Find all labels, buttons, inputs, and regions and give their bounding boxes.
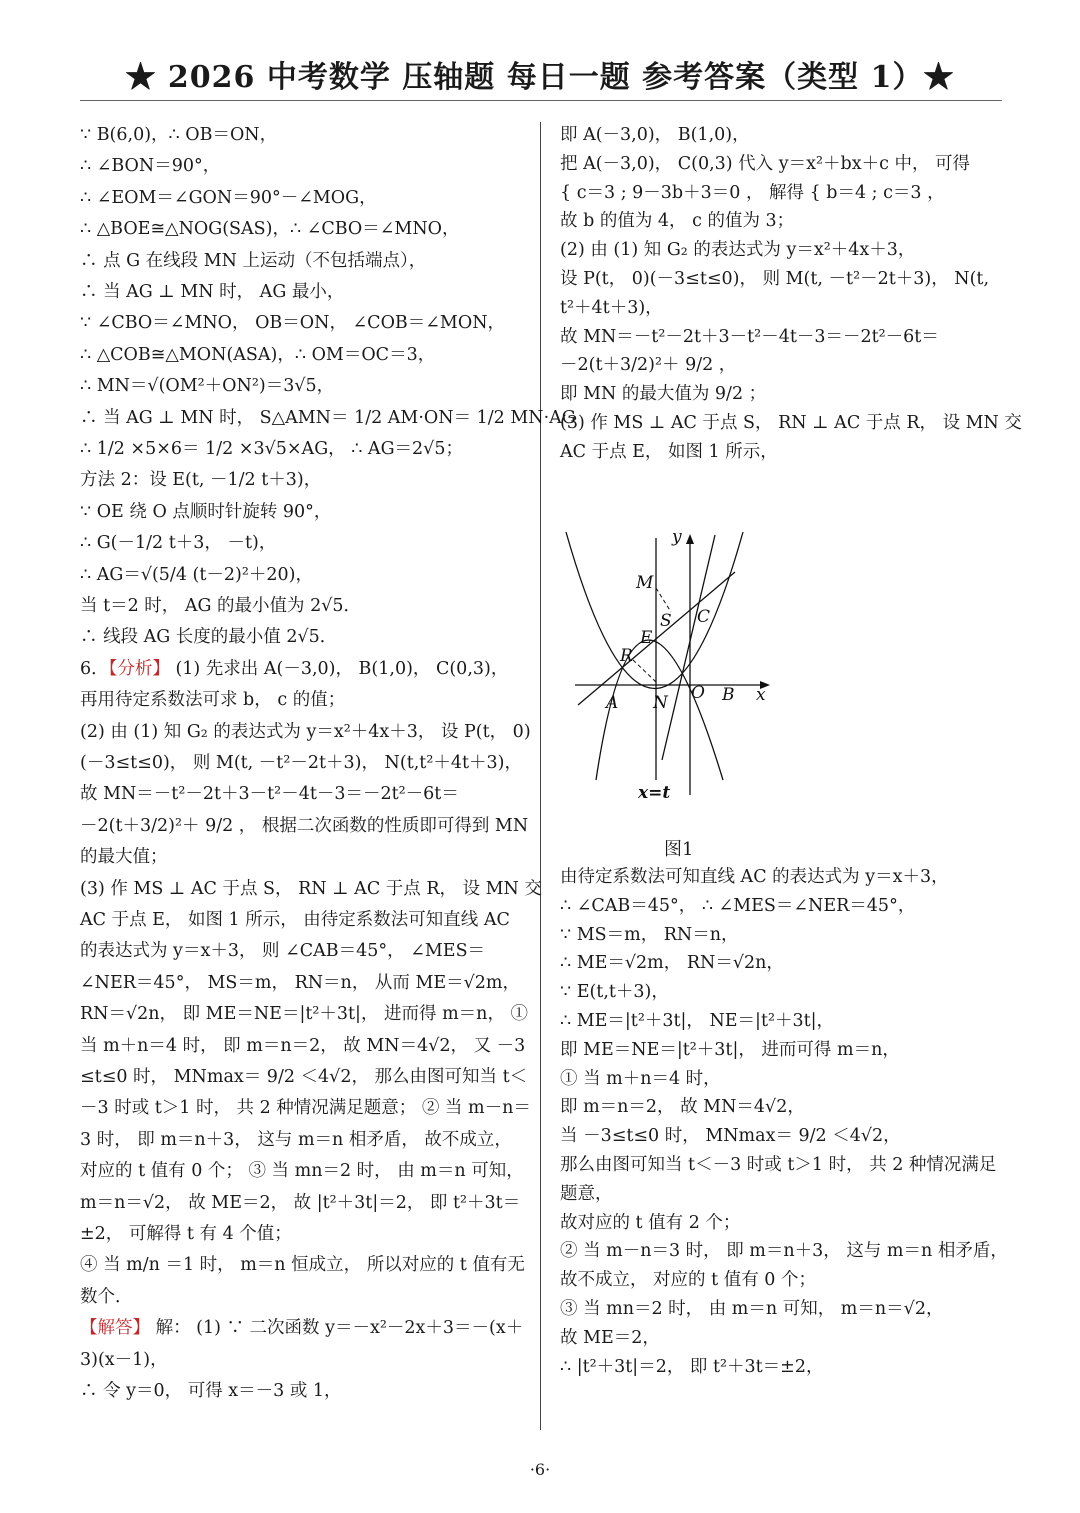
text-line: 当 m＋n＝4 时， 即 m＝n＝2， 故 MN＝4√2， 又 －3 — [80, 1035, 526, 1056]
text-line: －2(t＋3/2)²＋ 9/2 ， — [560, 355, 737, 376]
text-line: －2(t＋3/2)²＋ 9/2 ， 根据二次函数的性质即可得到 MN — [80, 815, 529, 836]
text-line: －3 时或 t＞1 时， 共 2 种情况满足题意； ② 当 m－n＝ — [80, 1098, 531, 1119]
text-line: 3)(x－1)， — [80, 1349, 168, 1370]
text-line: 对应的 t 值有 0 个； ③ 当 mn＝2 时， 由 m＝n 可知， — [80, 1161, 524, 1182]
column-divider — [540, 122, 541, 1430]
text-line: ① 当 m＋n＝4 时， — [560, 1068, 721, 1089]
text-line: (2) 由 (1) 知 G₂ 的表达式为 y＝x²＋4x＋3， 设 P(t， 0) — [80, 721, 531, 742]
text-line: ∵ MS＝m， RN＝n， — [560, 924, 739, 945]
label-n: N — [653, 693, 668, 713]
text-line: (－3≤t≤0)， 则 M(t, －t²－2t＋3)， N(t,t²＋4t＋3)， — [80, 753, 522, 773]
text-line: ③ 当 mn＝2 时， 由 m＝n 可知， m＝n＝√2， — [560, 1299, 944, 1319]
label-c: C — [697, 607, 711, 627]
text-line: ∴ |t²＋3t|＝2， 即 t²＋3t＝±2， — [560, 1356, 824, 1377]
label-x-equals-t: x=t — [638, 783, 671, 800]
text-line: RN＝√2n， 即 ME＝NE＝|t²＋3t|， 进而得 m＝n， ① — [80, 1004, 529, 1025]
text-line: ≤t≤0 时， MNmax＝ 9/2 ＜4√2， 那么由图可知当 t＜ — [80, 1067, 528, 1087]
text-line: ∴ ME＝√2m， RN＝√2n， — [560, 953, 784, 974]
section-heading: 【解答】 — [80, 1318, 150, 1339]
text-line: 由待定系数法可知直线 AC 的表达式为 y＝x＋3， — [560, 867, 949, 887]
line-through-c — [662, 535, 715, 760]
text-line: (3) 作 MS ⊥ AC 于点 S， RN ⊥ AC 于点 R， 设 MN 交 — [560, 413, 1022, 433]
text-line: 即 ME＝NE＝|t²＋3t|， 进而可得 m＝n， — [560, 1039, 900, 1060]
text-line: (2) 由 (1) 知 G₂ 的表达式为 y＝x²＋4x＋3， — [560, 240, 916, 261]
label-e: E — [640, 628, 653, 648]
text-line: ∴ 令 y＝0， 可得 x＝－3 或 1， — [80, 1381, 342, 1401]
text-line: 6．【分析】 (1) 先求出 A(－3,0)， B(1,0)， C(0,3)， — [80, 658, 509, 679]
page-title: ★ 2026 中考数学 压轴题 每日一题 参考答案（类型 1）★ — [125, 60, 955, 95]
text-line: m＝n＝√2， 故 ME＝2， 故 |t²＋3t|＝2， 即 t²＋3t＝ — [80, 1192, 521, 1213]
text-line: ∴ 点 G 在线段 MN 上运动（不包括端点）， — [80, 250, 427, 271]
text-line: 当 t＝2 时， AG 的最小值为 2√5． — [80, 596, 362, 616]
text-line: 故对应的 t 值有 2 个； — [560, 1212, 741, 1233]
text-line: ∴ 当 AG ⊥ MN 时， AG 最小， — [80, 282, 345, 302]
label-o: O — [691, 683, 705, 703]
text-line: 故 ME＝2， — [560, 1327, 660, 1348]
text-line: (3) 作 MS ⊥ AC 于点 S， RN ⊥ AC 于点 R， 设 MN 交 — [80, 878, 542, 899]
text-line: 那么由图可知当 t＜－3 时或 t＞1 时， 共 2 种情况满足 — [560, 1155, 997, 1175]
text-line: 方法 2：设 E(t, －1/2 t＋3)， — [80, 470, 322, 491]
text-line: 把 A(－3,0)， C(0,3) 代入 y＝x²＋bx＋c 中， 可得 — [560, 153, 971, 174]
header-divider — [80, 100, 1002, 101]
text-line: ∴ ∠CAB＝45°， ∴ ∠MES＝∠NER＝45°， — [560, 895, 916, 916]
text-line: ∴ ME＝|t²＋3t|， NE＝|t²＋3t|， — [560, 1011, 835, 1031]
text-line: ±2， 可解得 t 有 4 个值； — [80, 1224, 292, 1244]
text-line: { c＝3 ; 9－3b＋3＝0 ， 解得 { b＝4 ; c＝3 ， — [560, 182, 945, 203]
label-y: y — [672, 530, 682, 547]
text-line: ∵ ∠CBO＝∠MNO， OB＝ON， ∠COB＝∠MON， — [80, 313, 506, 334]
y-axis-arrow — [686, 534, 694, 544]
text-line: 设 P(t， 0)(－3≤t≤0)， 则 M(t, －t²－2t＋3)， N(t, — [560, 269, 990, 289]
label-x: x — [756, 685, 766, 705]
text-line: 即 MN 的最大值为 9/2 ； — [560, 384, 767, 405]
text-line: AC 于点 E， 如图 1 所示， — [560, 441, 778, 462]
label-r: R — [620, 646, 633, 666]
text-line: ∴ 线段 AG 长度的最小值 2√5． — [80, 627, 338, 648]
text-line: 故不成立， 对应的 t 值有 0 个； — [560, 1270, 816, 1291]
text-line: 3 时， 即 m＝n＋3， 这与 m＝n 相矛盾， 故不成立， — [80, 1129, 512, 1150]
text-line: 数个． — [80, 1286, 133, 1307]
label-s: S — [660, 611, 672, 631]
text-line: ∴ AG＝√(5/4 (t－2)²＋20)， — [80, 564, 313, 585]
text-line: ∴ MN＝√(OM²＋ON²)＝3√5， — [80, 376, 335, 397]
text-line: ∴ ∠BON＝90°， — [80, 156, 221, 177]
text-line: 的表达式为 y＝x＋3， 则 ∠CAB＝45°， ∠MES＝ — [80, 941, 486, 962]
text-line: 【解答】 解： (1) ∵ 二次函数 y＝－x²－2x＋3＝－(x＋ — [80, 1318, 524, 1339]
label-m: M — [636, 573, 654, 593]
text-line: 的最大值； — [80, 847, 168, 868]
text-line: 即 m＝n＝2， 故 MN＝4√2， — [560, 1097, 805, 1118]
text-line: t²＋4t＋3)， — [560, 297, 663, 318]
label-b: B — [722, 685, 735, 705]
segment-rn — [631, 658, 656, 682]
text-line: ∴ △COB≅△MON(ASA)，∴ OM＝OC＝3， — [80, 344, 436, 365]
text-line: ② 当 m－n＝3 时， 即 m＝n＋3， 这与 m＝n 相矛盾， — [560, 1241, 1008, 1262]
text-line: 故 MN＝－t²－2t＋3－t²－4t－3＝－2t²－6t＝ — [80, 784, 459, 805]
parabola-g2 — [566, 532, 743, 689]
text-line: 即 A(－3,0)， B(1,0)， — [560, 125, 750, 145]
label-a: A — [606, 693, 619, 713]
text-line: ∵ B(6,0)，∴ OB＝ON， — [80, 125, 278, 145]
text-line: AC 于点 E， 如图 1 所示， 由待定系数法可知直线 AC — [80, 910, 510, 930]
text-line: 故 MN＝－t²－2t＋3－t²－4t－3＝－2t²－6t＝ — [560, 326, 939, 347]
text-line: ∵ E(t,t＋3)， — [560, 982, 669, 1003]
text-line: 再用待定系数法可求 b， c 的值； — [80, 690, 346, 711]
text-line: ∴ 1/2 ×5×6＝ 1/2 ×3√5×AG， ∴ AG＝2√5； — [80, 439, 463, 459]
segment-ms — [656, 588, 671, 612]
text-line: ∵ OE 绕 O 点顺时针旋转 90°， — [80, 501, 332, 522]
text-line: 题意， — [560, 1183, 613, 1204]
text-line: ∴ 当 AG ⊥ MN 时， S△AMN＝ 1/2 AM·ON＝ 1/2 MN·AG — [80, 407, 576, 428]
text-line: 故 b 的值为 4， c 的值为 3； — [560, 211, 795, 232]
text-line: ∴ G(－1/2 t＋3， －t)， — [80, 533, 277, 554]
text-line: ∴ △BOE≅△NOG(SAS)，∴ ∠CBO＝∠MNO， — [80, 219, 460, 240]
text-line: ④ 当 m/n ＝1 时， m＝n 恒成立， 所以对应的 t 值有无 — [80, 1255, 525, 1276]
text-line: ∴ ∠EOM＝∠GON＝90°－∠MOG， — [80, 187, 377, 208]
text-line: 当 －3≤t≤0 时， MNmax＝ 9/2 ＜4√2， — [560, 1126, 901, 1147]
text-line: ∠NER＝45°， MS＝m， RN＝n， 从而 ME＝√2m， — [80, 972, 521, 993]
section-heading: 【分析】 — [108, 658, 170, 679]
page-number: ·6· — [529, 1460, 551, 1479]
figure-caption: 图1 — [664, 839, 694, 860]
figure-1 — [560, 530, 810, 800]
